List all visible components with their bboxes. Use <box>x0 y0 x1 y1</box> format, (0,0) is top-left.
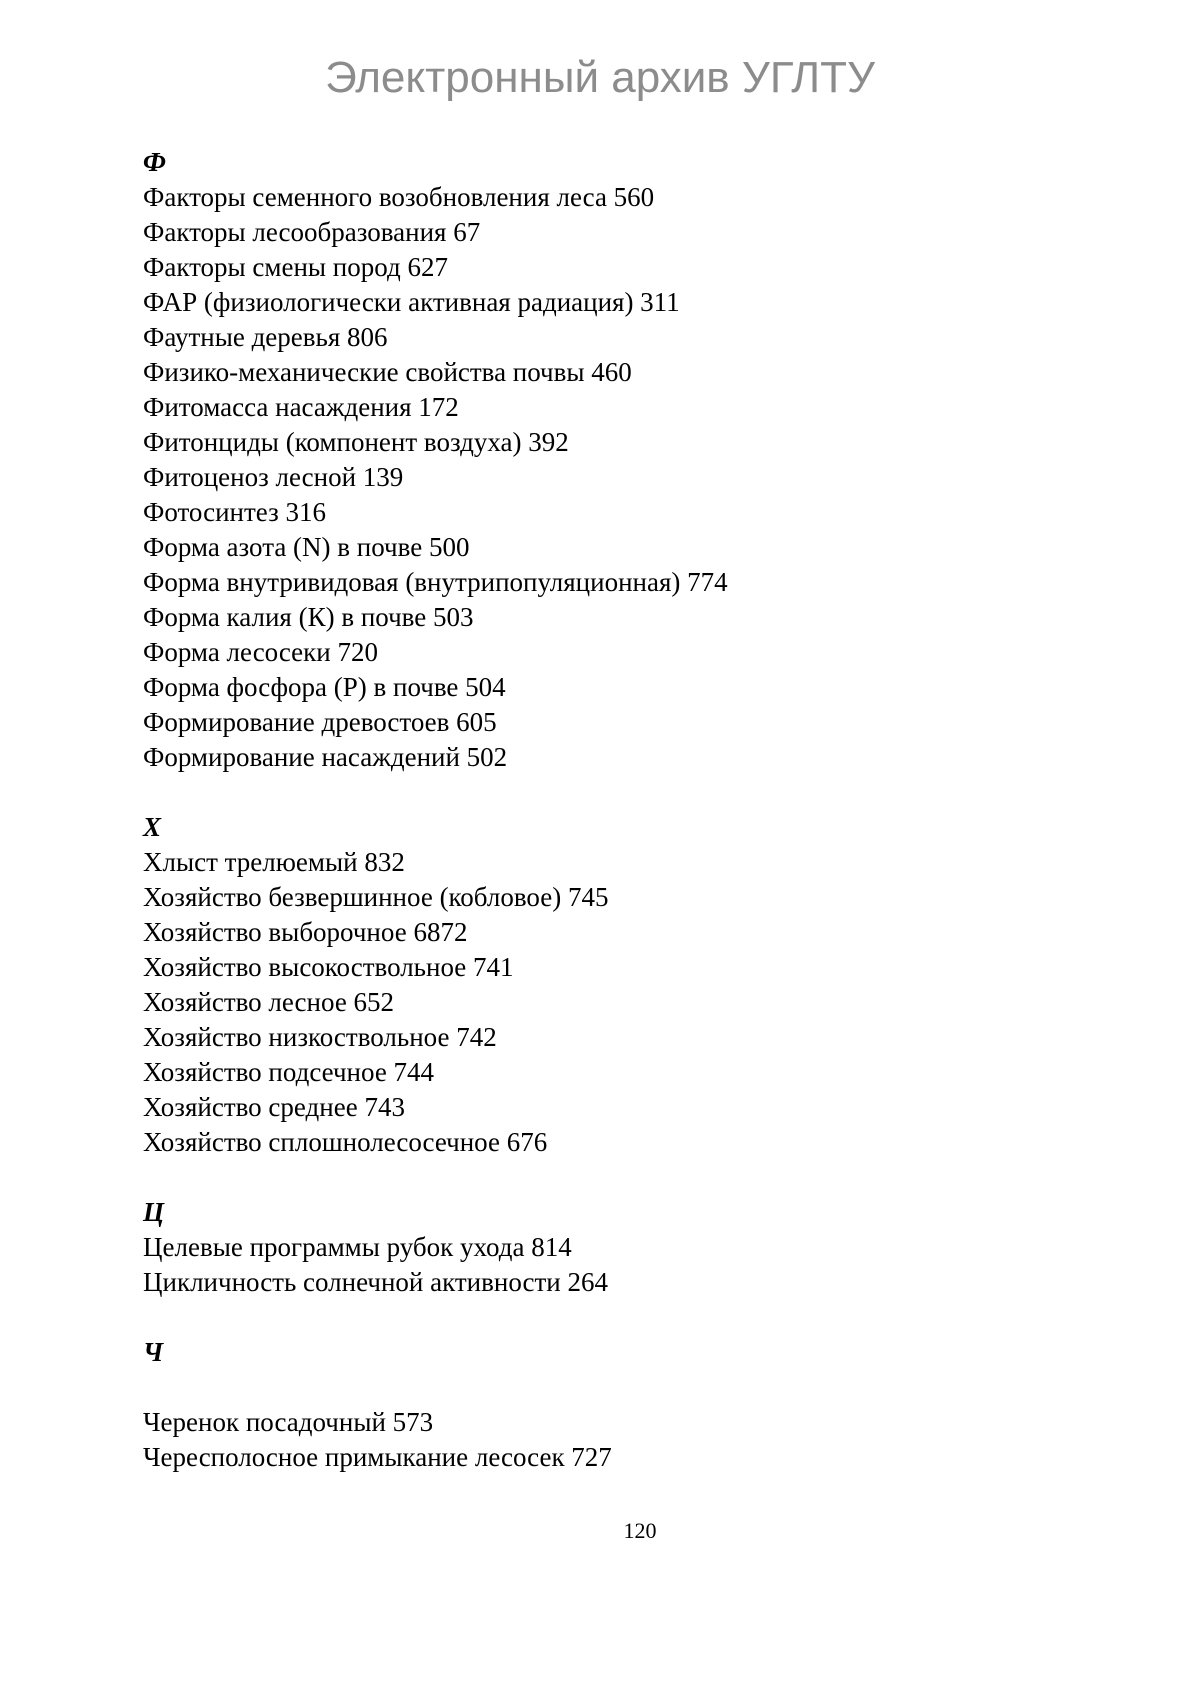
index-entry: Факторы смены пород 627 <box>143 252 448 282</box>
section-gap <box>143 1160 1103 1195</box>
page-number: 120 <box>623 1518 657 1543</box>
watermark: Электронный архив УГЛТУ <box>325 53 875 102</box>
index-entry: Фаутные деревья 806 <box>143 322 388 352</box>
index-entry: ФАР (физиологически активная радиация) 311 <box>143 287 680 317</box>
index-section-ch <box>143 1335 1103 1475</box>
section-gap <box>143 775 1103 810</box>
index-entry: Физико-механические свойства почвы 460 <box>143 357 632 387</box>
index-section-kh <box>143 810 1103 1160</box>
index-entry: Чересполосное примыкание лесосек 727 <box>143 1442 612 1472</box>
index-section-ts <box>143 1195 1103 1300</box>
index-entry: Формирование насаждений 502 <box>143 742 508 772</box>
index-entry: Хозяйство выборочное 6872 <box>143 917 468 947</box>
index-entry: Факторы лесообразования 67 <box>143 217 481 247</box>
index-entry: Формирование древостоев 605 <box>143 707 497 737</box>
index-entry: Хозяйство безвершинное (кобловое) 745 <box>143 882 609 912</box>
index-entry: Фитонциды (компонент воздуха) 392 <box>143 427 569 457</box>
index-entry: Факторы семенного возобновления леса 560 <box>143 182 655 212</box>
index-content <box>143 145 1103 1475</box>
index-entry: Форма азота (N) в почве 500 <box>143 532 470 562</box>
section-gap <box>143 1370 1103 1405</box>
index-entry: Форма лесосеки 720 <box>143 637 378 667</box>
index-entry: Фитоценоз лесной 139 <box>143 462 404 492</box>
index-section-f <box>143 145 1103 775</box>
index-entry: Хозяйство низкоствольное 742 <box>143 1022 497 1052</box>
index-entry: Хозяйство сплошнолесосечное 676 <box>143 1127 548 1157</box>
index-entry: Хозяйство среднее 743 <box>143 1092 405 1122</box>
index-entry: Форма внутривидовая (внутрипопуляционная) 774 <box>143 567 728 597</box>
index-entry: Форма фосфора (Р) в почве 504 <box>143 672 506 702</box>
index-entry: Хлыст трелюемый 832 <box>143 847 405 877</box>
index-entry: Хозяйство подсечное 744 <box>143 1057 435 1087</box>
index-entry: Хозяйство высокоствольное 741 <box>143 952 514 982</box>
index-entry: Целевые программы рубок ухода 814 <box>143 1232 572 1262</box>
section-letter: Ч <box>143 1337 164 1367</box>
section-letter: Ц <box>143 1197 165 1227</box>
section-gap <box>143 1300 1103 1335</box>
index-entry: Цикличность солнечной активности 264 <box>143 1267 608 1297</box>
section-letter: Х <box>143 812 162 842</box>
index-entry: Фитомасса насаждения 172 <box>143 392 459 422</box>
section-letter: Ф <box>143 147 166 177</box>
index-entry: Черенок посадочный 573 <box>143 1407 434 1437</box>
index-entry: Форма калия (К) в почве 503 <box>143 602 474 632</box>
index-entry: Хозяйство лесное 652 <box>143 987 395 1017</box>
index-entry: Фотосинтез 316 <box>143 497 327 527</box>
